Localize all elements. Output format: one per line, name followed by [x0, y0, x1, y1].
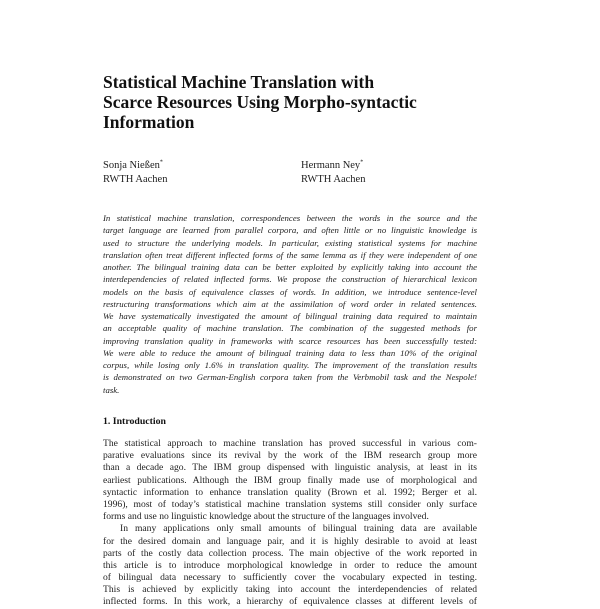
author-name-text: Sonja Nießen: [103, 160, 160, 171]
abstract-line: used to structure the underlying models. In particular, existing statistical systems for machine: [103, 237, 477, 248]
author-affiliation: RWTH Aachen: [103, 174, 168, 185]
body-line: 1996), most of today’s statistical machine translation systems still consider only surface: [103, 498, 477, 510]
abstract-line: We have systematically investigated the amount of bilingual training data required to maintain: [103, 311, 477, 321]
author-footnote-mark: *: [159, 159, 163, 166]
body-line: syntactic information to enhance translation quality (Brown et al. 1992; Berger et al.: [103, 486, 477, 498]
section-heading: 1. Introduction: [103, 416, 166, 427]
abstract-line: translation often treat different inflected forms of the same lemma as if they were independent of one: [103, 249, 477, 260]
title-line: Information: [103, 112, 195, 132]
abstract-line: another. The bilingual training data can be better exploited by explicitly taking into account the: [103, 262, 477, 272]
author-affiliation: RWTH Aachen: [301, 174, 366, 185]
body-line: parative evaluations since its revival by the work of the IBM research group more: [103, 450, 477, 462]
author-name: [103, 159, 167, 173]
author-block-2: [301, 159, 365, 187]
body-line: than a decade ago. The IBM group dispensed with linguistic analysis, at least in its: [103, 462, 477, 474]
body-line: forms and use no linguistic knowledge about the structure of the languages involved.: [103, 511, 429, 523]
abstract: [103, 212, 477, 396]
abstract-line: an acceptable quality of machine translation. The combination of the suggested methods for: [103, 323, 477, 334]
title-line: Scarce Resources Using Morpho-syntactic: [103, 92, 417, 112]
author-block-1: [103, 159, 167, 187]
abstract-line: models on the basis of equivalence classes of words. In addition, we introduce sentence-level: [103, 286, 477, 297]
abstract-line: We were able to reduce the amount of bilingual training data to less than 10% of the original: [103, 347, 477, 358]
body-line: In many applications only small amounts of bilingual training data are available: [120, 523, 477, 535]
author-name-text: Hermann Ney: [301, 160, 361, 171]
body-line: earliest publications. Although the IBM group finally made use of morphological and: [103, 474, 477, 486]
abstract-line: interdependencies of related inflected forms. We propose the construction of hierarchical lexicon: [103, 274, 477, 285]
author-name: [301, 159, 365, 173]
body-line: This is achieved by explicitly taking into account the interdependencies of related: [103, 584, 477, 596]
paper-title: [103, 72, 493, 132]
title-line: Statistical Machine Translation with: [103, 72, 375, 92]
body-line: inflected forms. In this work, a hierarchy of equivalence classes at different levels of: [103, 596, 477, 608]
body-line: this article is to introduce morphological knowledge in order to reduce the amount: [103, 559, 477, 571]
body-line: for the desired domain and language pair, and it is highly desirable to avoid at least: [103, 535, 477, 547]
body-line: The statistical approach to machine translation has proved successful in various com-: [103, 438, 477, 449]
body-line: parts of the costly data collection process. The main objective of the work reported in: [103, 547, 477, 559]
abstract-line: restructuring transformations which aim at the assimilation of word order in related sentences.: [103, 298, 477, 309]
abstract-line: corpus, while losing only 1.6% in translation quality. The improvement of the translation results: [103, 360, 477, 370]
abstract-line: improving translation quality in frameworks with scarce resources has been successfully tested:: [103, 335, 477, 346]
abstract-line: In statistical machine translation, correspondences between the words in the source and the: [103, 213, 477, 223]
section-body: [103, 438, 477, 609]
abstract-line: is demonstrated on two German-English corpora taken from the Verbmobil task and the Nespole!: [103, 372, 477, 383]
body-line: of bilingual data necessary to sufficiently cover the vocabulary expected in testing.: [103, 572, 477, 584]
author-footnote-mark: *: [360, 159, 364, 166]
abstract-line: target language are learned from parallel corpora, and often little or no linguistic knowledge is: [103, 225, 477, 236]
abstract-line: task.: [103, 384, 120, 395]
